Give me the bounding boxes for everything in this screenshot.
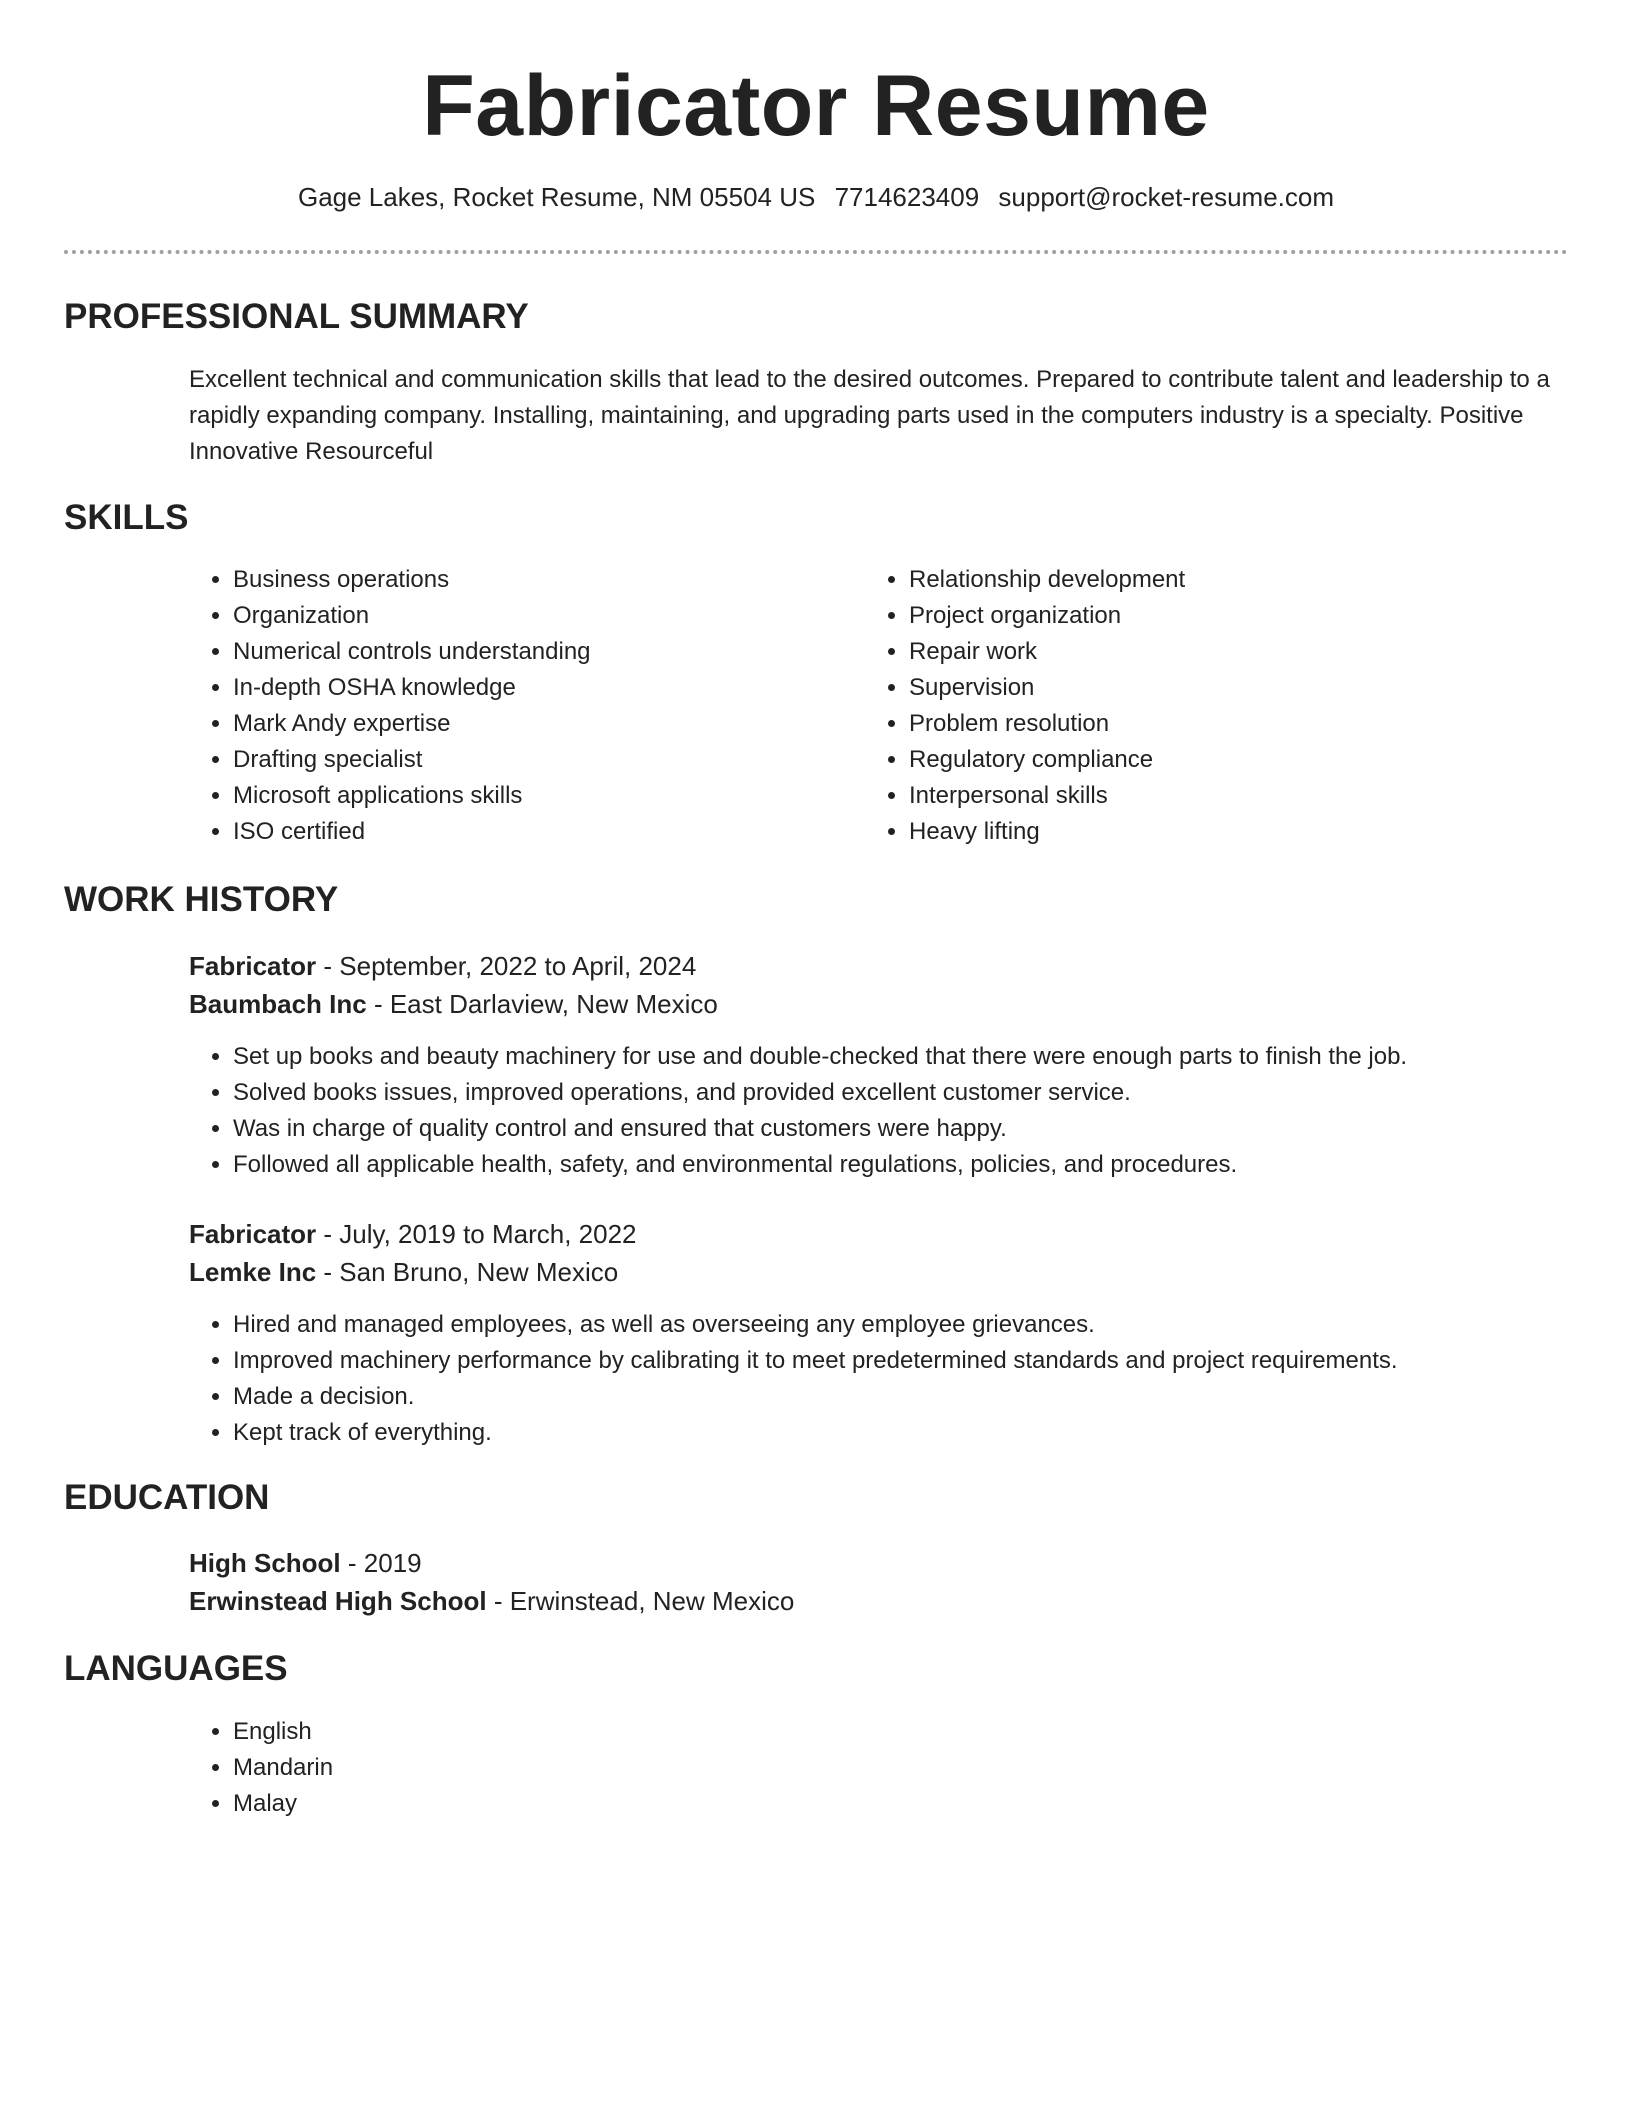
header-divider [64, 250, 1568, 254]
skills-heading: SKILLS [64, 498, 189, 537]
skill-item: • Relationship development [909, 562, 1505, 598]
job-bullet: • Made a decision. [233, 1379, 1568, 1415]
job-location: - East Darlaview, New Mexico [366, 989, 718, 1019]
job-bullet: • Set up books and beauty machinery for use and double-checked that there were enough parts to finish the job. [233, 1039, 1568, 1075]
degree-line [189, 1544, 1568, 1582]
skill-item: • Interpersonal skills [909, 778, 1505, 814]
skill-item: • Organization [233, 598, 829, 634]
skill-item: • In-depth OSHA knowledge [233, 670, 829, 706]
languages-heading: LANGUAGES [64, 1649, 288, 1688]
job-bullet: • Improved machinery performance by calibrating it to meet predetermined standards and project requirements. [233, 1343, 1568, 1379]
job-bullets [189, 1307, 1568, 1451]
skill-item: • Numerical controls understanding [233, 634, 829, 670]
school-name: Erwinstead High School [189, 1586, 487, 1616]
summary-heading: PROFESSIONAL SUMMARY [64, 297, 529, 336]
education-entry [189, 1544, 1568, 1620]
job-bullet: • Was in charge of quality control and ensured that customers were happy. [233, 1111, 1568, 1147]
job-company-line [189, 985, 1568, 1023]
skill-item: • Regulatory compliance [909, 742, 1505, 778]
school-line [189, 1582, 1568, 1620]
language-item: • English [233, 1714, 1568, 1750]
skill-item: • Project organization [909, 598, 1505, 634]
contact-phone: 7714623409 [834, 182, 980, 212]
job-bullet: • Followed all applicable health, safety, and environmental regulations, policies, and procedures. [233, 1147, 1568, 1183]
skill-item: • ISO certified [233, 814, 829, 850]
job-title: Fabricator [189, 951, 317, 981]
job-title-line [189, 947, 1568, 985]
job-bullets [189, 1039, 1568, 1183]
skill-item: • Heavy lifting [909, 814, 1505, 850]
job-bullet: • Hired and managed employees, as well as overseeing any employee grievances. [233, 1307, 1568, 1343]
skill-item: • Mark Andy expertise [233, 706, 829, 742]
job-company-line [189, 1253, 1568, 1291]
resume-title: Fabricator Resume [422, 58, 1210, 154]
job-dates: - July, 2019 to March, 2022 [316, 1219, 637, 1249]
languages-list [189, 1714, 1568, 1822]
job-entry [189, 947, 1568, 1023]
skill-item: • Supervision [909, 670, 1505, 706]
work-history-heading: WORK HISTORY [64, 880, 339, 919]
contact-email: support@rocket-resume.com [998, 182, 1335, 212]
job-dates: - September, 2022 to April, 2024 [316, 951, 697, 981]
skill-item: • Drafting specialist [233, 742, 829, 778]
skills-list-left [189, 562, 829, 850]
degree-year: - 2019 [340, 1548, 422, 1578]
contact-line [0, 180, 1632, 214]
job-title: Fabricator [189, 1219, 317, 1249]
job-company: Lemke Inc [189, 1257, 317, 1287]
skills-list-right [865, 562, 1505, 850]
school-location: - Erwinstead, New Mexico [486, 1586, 795, 1616]
skill-item: • Microsoft applications skills [233, 778, 829, 814]
job-location: - San Bruno, New Mexico [316, 1257, 619, 1287]
language-item: • Malay [233, 1786, 1568, 1822]
job-bullet: • Solved books issues, improved operations, and provided excellent customer service. [233, 1075, 1568, 1111]
skill-item: • Problem resolution [909, 706, 1505, 742]
job-bullet: • Kept track of everything. [233, 1415, 1568, 1451]
job-company: Baumbach Inc [189, 989, 367, 1019]
contact-address: Gage Lakes, Rocket Resume, NM 05504 US [297, 182, 816, 212]
skill-item: • Repair work [909, 634, 1505, 670]
job-title-line [189, 1215, 1568, 1253]
job-entry [189, 1215, 1568, 1291]
language-item: • Mandarin [233, 1750, 1568, 1786]
skill-item: • Business operations [233, 562, 829, 598]
summary-text: Excellent technical and communication skills that lead to the desired outcomes. Prepared to contribute talent and leadership to a rapidly expanding company. Installing, maintaining, and upgrading parts used in the computers industry is a specialty. Positive Innovative Resourceful [189, 366, 1550, 465]
education-heading: EDUCATION [64, 1478, 270, 1517]
degree: High School [189, 1548, 341, 1578]
